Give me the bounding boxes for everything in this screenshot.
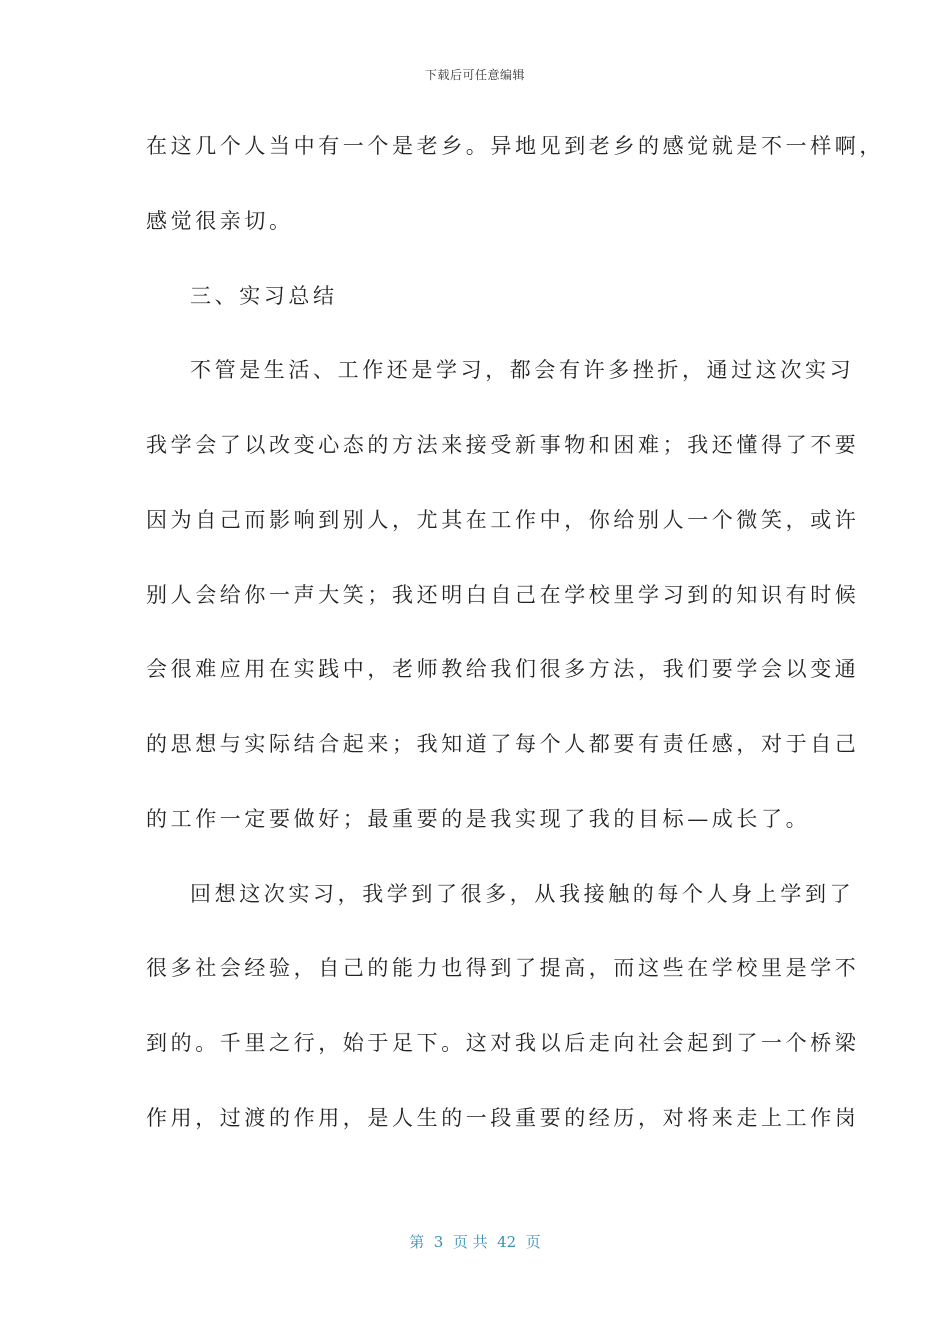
body-line: 会很难应用在实践中，老师教给我们很多方法，我们要学会以变通	[146, 657, 860, 681]
body-line: 作用，过渡的作用，是人生的一段重要的经历，对将来走上工作岗	[146, 1106, 860, 1130]
section-heading: 三、实习总结	[190, 284, 338, 308]
page-number-footer: 第 3 页 共 42 页	[409, 1233, 541, 1251]
body-line: 别人会给你一声大笑；我还明白自己在学校里学习到的知识有时候	[146, 583, 860, 607]
body-line: 因为自己而影响到别人，尤其在工作中，你给别人一个微笑，或许	[146, 508, 860, 532]
body-line: 在这几个人当中有一个是老乡。异地见到老乡的感觉就是不一样啊，	[146, 134, 884, 158]
body-line: 我学会了以改变心态的方法来接受新事物和困难；我还懂得了不要	[146, 433, 860, 457]
body-line: 的思想与实际结合起来；我知道了每个人都要有责任感，对于自己	[146, 732, 860, 756]
body-line: 感觉很亲切。	[146, 209, 294, 233]
body-line: 不管是生活、工作还是学习，都会有许多挫折，通过这次实习	[190, 358, 855, 382]
body-line: 的工作一定要做好；最重要的是我实现了我的目标—成长了。	[146, 807, 811, 831]
body-line: 很多社会经验，自己的能力也得到了提高，而这些在学校里是学不	[146, 956, 860, 980]
page-header: 下载后可任意编辑	[424, 68, 525, 82]
body-line: 回想这次实习，我学到了很多，从我接触的每个人身上学到了	[190, 882, 855, 906]
body-line: 到的。千里之行，始于足下。这对我以后走向社会起到了一个桥梁	[146, 1031, 860, 1055]
